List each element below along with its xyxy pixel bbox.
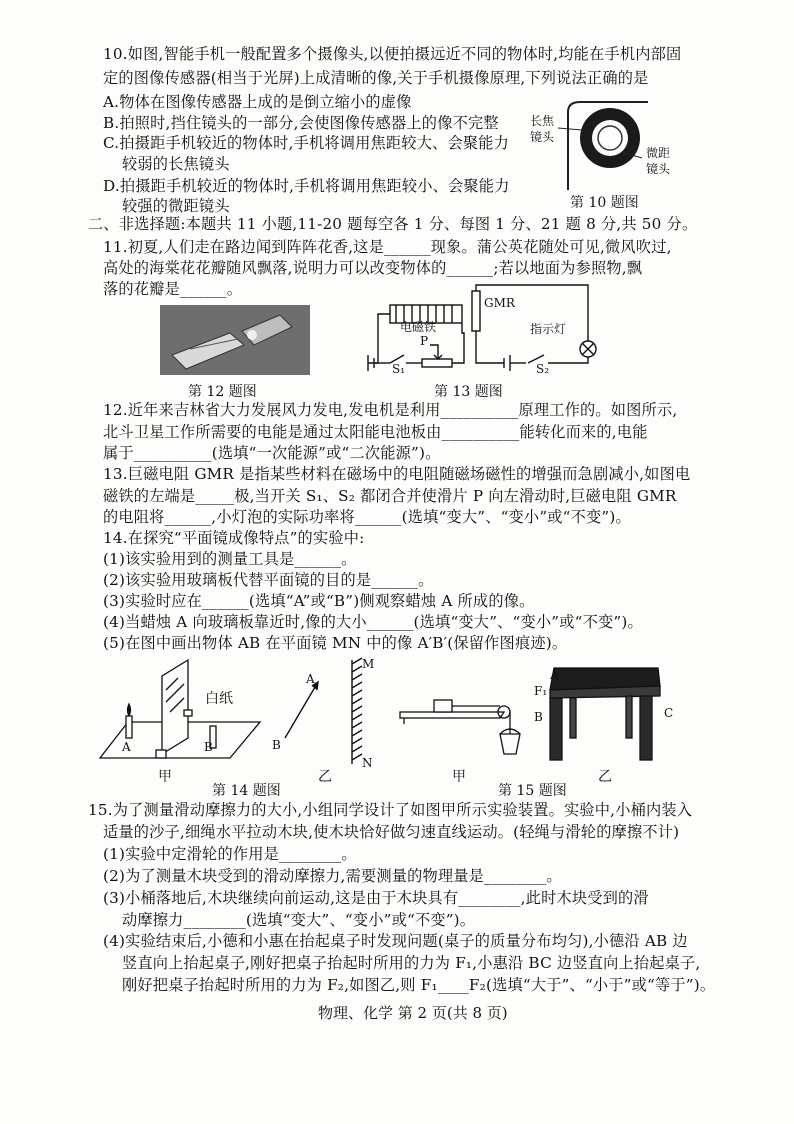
phone-camera-figure — [560, 100, 660, 190]
point-a-label: A — [306, 672, 315, 686]
q11-line2: 高处的海棠花花瓣随风飘落,说明力可以改变物体的______;若以地面为参照物,飘 — [103, 259, 643, 277]
corner-b-label: B — [534, 710, 543, 724]
q10-stem-line2: 定的图像传感器(相当于光屏)上成清晰的像,关于手机摄像原理,下列说法正确的是 — [103, 69, 649, 87]
slider-p-label: P — [420, 334, 429, 348]
fig15-yi-label: 乙 — [598, 769, 612, 785]
white-paper-label: 白纸 — [205, 691, 233, 707]
q10-option-b: B.拍照时,挡住镜头的一部分,会使图像传感器上的像不完整 — [103, 114, 499, 132]
q15-line1: 15.为了测量滑动摩擦力的大小,小组同学设计了如图甲所示实验装置。实验中,小桶内装入 — [88, 801, 693, 819]
q10-option-c-cont: 较弱的长焦镜头 — [122, 155, 230, 173]
section-heading: 二、非选择题:本题共 11 小题,11-20 题每空各 1 分、每图 1 分、21 题 8 分,共 50 分。 — [88, 215, 698, 233]
page-footer: 物理、化学 第 2 页(共 8 页) — [318, 1004, 508, 1022]
q15-part1: (1)实验中定滑轮的作用是________。 — [103, 845, 357, 863]
q15-part4-cont1: 竖直向上抬起桌子,刚好把桌子抬起时所用的力为 F₁,小惠沿 BC 边竖直向上抬起桌子, — [122, 954, 701, 972]
q15-line2: 适量的沙子,细绳水平拉动木块,使木块恰好做匀速直线运动。(轻绳与滑轮的摩擦不计) — [103, 823, 680, 841]
q15-part4-cont2: 刚好把桌子抬起时所用的力为 F₂,如图乙,则 F₁____F₂(选填“大于”、“小于”或“等于”)。 — [122, 976, 716, 994]
q11-line1: 11.初夏,人们走在路边闻到阵阵花香,这是______现象。蒲公英花随处可见,微风吹过, — [103, 238, 672, 256]
fig15-caption: 第 15 题图 — [498, 783, 567, 799]
fig14-yi-label: 乙 — [318, 769, 332, 785]
q12-line2: 北斗卫星工作所需要的电能是通过太阳能电池板由__________能转化而来的,电能 — [103, 423, 648, 441]
q10-option-c: C.拍摄距手机较近的物体时,手机将调用焦距较大、会聚能力 — [103, 134, 510, 152]
candle-b-label: B — [204, 740, 213, 754]
q10-option-d-cont: 较强的微距镜头 — [122, 197, 230, 215]
fig12-caption: 第 12 题图 — [188, 384, 257, 400]
q10-stem-line1: 10.如图,智能手机一般配置多个摄像头,以便拍摄远近不同的物体时,均能在手机内部固 — [103, 45, 682, 63]
mirror-m-label: M — [362, 657, 375, 671]
electromagnet-label: 电磁铁 — [400, 320, 437, 334]
gmr-label: GMR — [484, 296, 515, 310]
q13-line1: 13.巨磁电阻 GMR 是指某些材料在磁场中的电阻随磁场磁性的增强而急剧减小,如图电 — [103, 465, 691, 483]
mirror-n-label: N — [362, 756, 373, 770]
q14-part2: (2)该实验用玻璃板代替平面镜的目的是______。 — [103, 571, 434, 589]
corner-c-label: C — [664, 706, 674, 720]
label-telephoto-2: 镜头 — [530, 130, 555, 144]
q15-part2: (2)为了测量木块受到的滑动摩擦力,需要测量的物理量是________。 — [103, 867, 562, 885]
point-b-label: B — [272, 738, 281, 752]
q14-part5: (5)在图中画出物体 AB 在平面镜 MN 中的像 A′B′(保留作图痕迹)。 — [103, 634, 568, 652]
corner-a-label: A — [550, 668, 559, 682]
fig14-jia-label: 甲 — [158, 769, 172, 785]
q15-part3: (3)小桶落地后,木块继续向前运动,这是由于木块具有________,此时木块受到的滑 — [103, 889, 649, 907]
switch-s1-label: S₁ — [392, 362, 406, 376]
indicator-lamp-label: 指示灯 — [530, 322, 567, 336]
q14-part4: (4)当蜡烛 A 向玻璃板靠近时,像的大小______(选填“变大”、“变小”或“不变”)。 — [103, 613, 643, 631]
fig15-jia-label: 甲 — [452, 769, 466, 785]
q15-part4: (4)实验结束后,小德和小惠在抬起桌子时发现问题(桌子的质量分布均匀),小德沿 AB 边 — [103, 932, 688, 950]
q12-line1: 12.近年来吉林省大力发展风力发电,发电机是利用__________原理工作的。如图所示, — [103, 401, 678, 419]
q13-line2: 磁铁的左端是_____极,当开关 S₁、S₂ 都闭合并使滑片 P 向左滑动时,巨磁电阻 GMR — [103, 487, 677, 505]
q14-part3: (3)实验时应在______(选填“A”或“B”)侧观察蜡烛 A 所成的像。 — [103, 592, 535, 610]
q10-option-a: A.物体在图像传感器上成的是倒立缩小的虚像 — [103, 93, 412, 111]
q11-line3: 落的花瓣是______。 — [103, 280, 243, 298]
q10-option-d: D.拍摄距手机较近的物体时,手机将调用焦距较小、会聚能力 — [103, 177, 510, 195]
mirror-mn-figure — [280, 660, 370, 770]
fig14-caption: 第 14 题图 — [212, 783, 281, 799]
fig13-caption: 第 13 题图 — [434, 384, 503, 400]
q14-stem: 14.在探究“平面镜成像特点”的实验中: — [103, 529, 365, 547]
fig10-caption: 第 10 题图 — [570, 195, 639, 211]
label-telephoto-1: 长焦 — [530, 114, 555, 128]
label-macro-1: 微距 — [646, 146, 671, 160]
force-f1-label: F₁ — [534, 684, 548, 698]
switch-s2-label: S₂ — [536, 362, 550, 376]
candle-a-label: A — [122, 740, 131, 754]
satellite-photo — [160, 305, 310, 375]
q12-line3: 属于__________(选填“一次能源”或“二次能源”)。 — [103, 444, 441, 462]
q15-part3-cont: 动摩擦力________(选填“变大”、“变小”或“不变”)。 — [122, 911, 476, 929]
friction-setup-figure — [400, 690, 530, 760]
q13-line3: 的电阻将______,小灯泡的实际功率将______(选填“变大”、“变小”或“不变”)。 — [103, 508, 631, 526]
label-macro-2: 镜头 — [646, 162, 671, 176]
q14-part1: (1)该实验用到的测量工具是______。 — [103, 550, 357, 568]
table-figure — [540, 668, 666, 768]
